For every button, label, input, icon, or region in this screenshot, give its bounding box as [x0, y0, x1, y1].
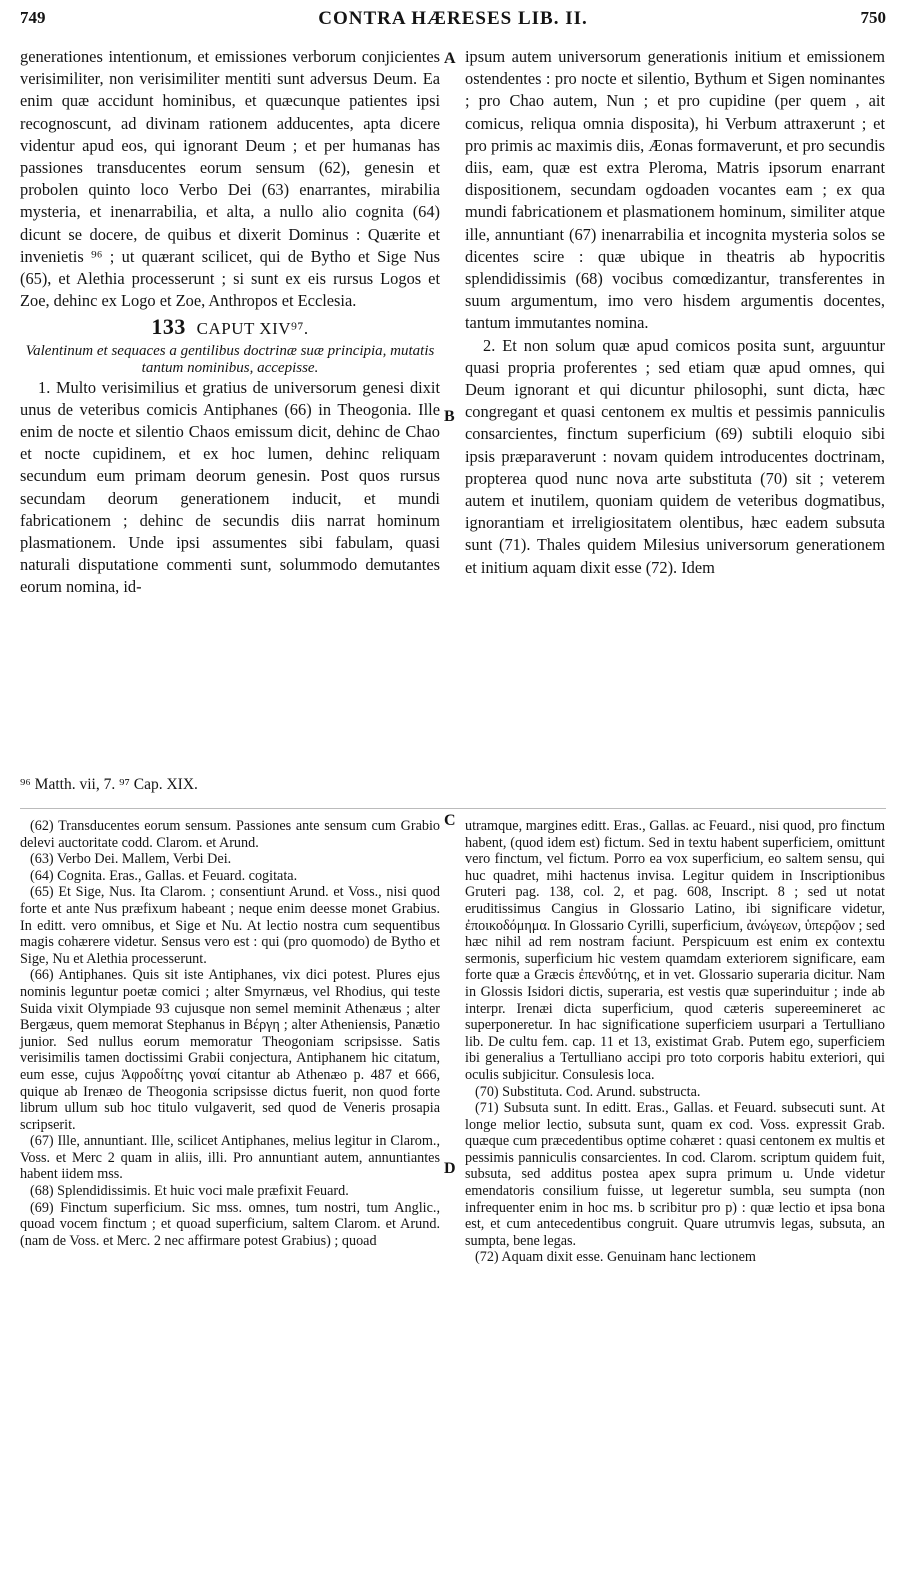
chapter-number: 133	[151, 314, 186, 340]
margin-marker-b: B	[444, 408, 455, 425]
footnote: (68) Splendidissimis. Et huic voci male præfixit Feuard.	[30, 1183, 349, 1200]
footnote: (64) Cognita. Eras., Gallas. et Feuard. cogitata.	[30, 867, 298, 884]
chapter-title: CAPUT XIV⁹⁷.	[196, 319, 309, 339]
footnote: (70) Substituta. Cod. Arund. substructa.	[475, 1083, 701, 1100]
divider	[20, 808, 886, 809]
footnote: (69) Finctum superficium. Sic mss. omnes, tum nostri, tum Anglic., quoad vocem finctum ; et quoad superficium, saltem Clarom. et Arund. (nam de Voss. et Merc. 2 nec affirmare potest Grabius) ; quoad	[20, 1199, 440, 1249]
footnote: utramque, margines editt. Eras., Gallas. ac Feuard., nisi quod, pro finctum habent, (quod idem est) fictum. Sed in textu habent superficiem, omittunt vero finctum, vel fictum. Porro ea vox superficium, eo saltem sensu, qui huc quadret, mihi hactenus invisa. Legitur quidem in Inscriptionibus Gruteri pag. 138, col. 2, et pag. 608, Inscript. 8 ; sed ut notat eruditissimus Cangius in Glossario Latino, ibi significare videtur, ἐποικοδόμημα. In Glossario Cyrilli, superficium, ἀνώγεων, ὑπερῷον ; sed hæc nihil ad rem nostram faciunt. Perspicuum est enim ex contextu sermonis, superficium hic vestem quamdam exteriorem significare, eam forte quæ a Græcis ἐπενδύτης, et in vet. Glossario superaria dicitur. Nam in Glossis Isidori dictis, superaria, est vestis quæ superinduitur ; inde ab interpr. Irenæi dicta superficium, quod cæteris supereemineret ac superponeretur. In hac significatione superficiem usurpari a Tertulliano lib. De cultu fem. cap. 11 et 13, existimat Grab. Putem ego, superficiem ibi generalius a Tertulliano accipi pro toto corporis habitu exteriori, qui oculis subjicitur. Consulesis loca.	[465, 818, 885, 1083]
right-main-column	[465, 46, 885, 579]
footnote: (66) Antiphanes. Quis sit iste Antiphanes, vix dici potest. Plures ejus nominis leguntur poetæ comici ; alter Smyrnæus, vel Rhodius, qui teste Suida vixit Olympiade 93 cujusque non semel meminit Athenæus ; alter Bergæus, quem memorat Stephanus in Βέργη ; alter Atheniensis, Panætio junior. Sed nullus eorum memoratur Theogoniam scripsisse. Satis verisimilis tamen doctissimi Grabii conjectura, Antiphanem hic citatum, eum esse, cujus Ἀφροδίτης γοναί citantur ab Athenæo p. 487 et 666, quique ab Irenæo de Theogonia scripsisse dictus fuerit, non quod forte librum ullum sub hoc titulo vulgaverit, sed quod de Veneris prosapia scripserit.	[20, 967, 440, 1133]
right-paragraph-2: 2. Et non solum quæ apud comicos posita sunt, arguuntur quasi propria proferentes ; sed etiam quæ apud omnes, qui Deum ignorant et qui dicuntur philosophi, sunt dicta, hæc congregant et quasi centonem ex multis et pessimis panniculis consarcientes, finctum superficium (69) subtili eloquio sibi ipsis præparaverunt : novam quidem introducentes doctrinam, propterea quod nunc nova arte substituta (70) sit ; veterem autem et inutilem, quoniam quidem de veteribus dogmatibus, ignorantiam et irreligiositatem olentibus, hæc eadem subsuta sunt (71). Thales quidem Milesius universorum generationem et initium aquam dixit esse (72). Idem	[465, 335, 885, 577]
page-number-left: 749	[20, 8, 46, 27]
margin-marker-a: A	[444, 50, 456, 67]
footnote: (72) Aquam dixit esse. Genuinam hanc lectionem	[475, 1249, 756, 1266]
footnote: (71) Subsuta sunt. In editt. Eras., Gallas. et Feuard. subsecuti sunt. At longe melior lectio, subsuta sunt, quam ex cod. Voss. expressit Grab. quæque cum præcedentibus optime cohæret : quasi centonem ex multis et pessimis panniculis consarcientes. In cod. Clarom. scriptum quidem fuit, subsuta, sed additus postea apex supra primum u. Unde videtur emendatoris consilium fuisse, ut legeretur sumbla, seu sumpta (non infrequenter enim in hoc ms. b scribitur pro p) : quæ lectio et ipsa bona est, et cum antecedentibus congruit. Quare utrumvis legas, subsuta, an sumpta, bene legas.	[465, 1100, 885, 1249]
margin-marker-d: D	[444, 1160, 456, 1177]
chapter-heading	[20, 316, 440, 340]
scripture-references: ⁹⁶ Matth. vii, 7. ⁹⁷ Cap. XIX.	[20, 776, 198, 793]
margin-marker-c: C	[444, 812, 456, 829]
right-paragraph-1: ipsum autem universorum generationis initium et emissionem ostendentes : pro nocte et silentio, Bythum et Sigen nominantes ; pro Chao autem, Nun ; et pro cupidine (per quem , ait comicus, reliqua omnia disposita), hi Verbum attraxerunt ; et pro primis ac maximis diis, Æonas formaverunt, et pro secundis diis, eam, quæ est extra Pleroma, Matris ipsorum enarrant dispositionem, secundam ogdoaden vocantes eam ; ex qua mundi fabricationem et plasmationem hominum, similiter atque ille, annuntiant (67) inenarrabilia et incognita mysteria solos se dicentes scire : quæ ubique in theatris ab hypocritis splendidissimis (68) vocibus comœdizantur, transferentes in suum argumentum, imo vero hisdem argumentis docentes, tantum immutantes nomina.	[465, 47, 885, 333]
footnote: (62) Transducentes eorum sensum. Passiones ante sensum cum Grabio delevi auctoritate codd. Clarom. et Arund.	[20, 818, 440, 851]
left-notes-column	[20, 818, 440, 1249]
footnote: (63) Verbo Dei. Mallem, Verbi Dei.	[30, 851, 232, 868]
left-paragraph-2: 1. Multo verisimilius et gratius de universorum genesi dixit unus de veteribus comicis Antiphanes (66) in Theogonia. Ille enim de nocte et silentio Chaos emissum dicit, dehinc de Chao et nocte cupidinem, et ex hoc lumen, dehinc reliquam secundum eum primam deorum genesin. Post quos rursus secundam deorum generationem inducit, et mundi fabricationem ; dehinc de secundis diis narrat hominum plasmationem. Unde ipsi assumentes sibi fabulam, quasi naturali disputatione commenti sunt, solummodo demutantes eorum nomina, id-	[20, 377, 440, 597]
running-title: CONTRA HÆRESES LIB. II.	[318, 8, 588, 29]
page-number-right: 750	[860, 8, 886, 27]
footnote: (67) Ille, annuntiant. Ille, scilicet Antiphanes, melius legitur in Clarom., Voss. et Merc 2 quam in aliis, illi. Pro annuntiant autem, annuntiantes habent iidem mss.	[20, 1133, 440, 1183]
right-notes-column	[465, 818, 885, 1266]
chapter-summary: Valentinum et sequaces a gentilibus doctrinæ suæ principia, mutatis tantum nominibus, accepisse.	[25, 342, 435, 376]
page-header	[20, 8, 886, 36]
left-paragraph-1: generationes intentionum, et emissiones verborum conjicientes verisimiliter, non verisimiliter mentiti sunt adversus Deum. Ea enim quæ accidunt hominibus, et quæcunque patientes ipsi recognoscunt, ad divinam rationem adducentes, apta dicere videntur apud eos, qui ignorant Deum ; et per humanas has passiones transducentes eorum sensum (62), genesin et probolen quinto loco Verbo Dei (63) enarrantes, mirabilia mysteria, et inenarrabilia, et alta, a nullo alio cognita (64) dicunt se docere, de quibus et dixerit Dominus : Quærite et invenietis ⁹⁶ ; ut quærant scilicet, qui de Bytho et Sige Nus (65), et Alethia processerunt ; si sunt ex eis rursus Logos et Zoe, dehinc ex Logo et Zoe, Anthropos et Ecclesia.	[20, 47, 440, 311]
footnote: (65) Et Sige, Nus. Ita Clarom. ; consentiunt Arund. et Voss., nisi quod forte et ante Nus præfixum habeant ; neque enim deesse monet Grabius. In editt. vero omnibus, et Sige et Nu. At lectio nostra cum sequentibus magis cohærere videtur. Sensus vero est : qui (pro quomodo) de Bytho et Sige, Nu et Alethia processerunt.	[20, 884, 440, 967]
left-main-column	[20, 46, 440, 599]
